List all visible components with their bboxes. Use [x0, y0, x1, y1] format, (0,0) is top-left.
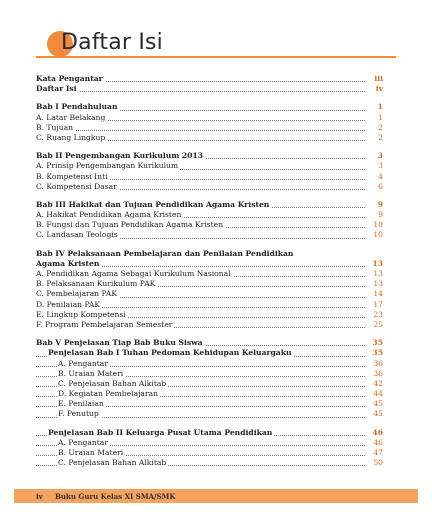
toc-entry[interactable] [36, 438, 383, 448]
toc-entry-label: Penjelasan Bab I Tuhan Pedoman Kehidupan Keluargaku [48, 348, 292, 358]
title-underline [36, 56, 396, 58]
toc-entry[interactable] [36, 338, 383, 348]
toc-entry[interactable] [36, 399, 383, 409]
toc-entry-label: B. Tujuan [36, 122, 74, 132]
toc-entry[interactable] [36, 220, 383, 230]
section-gap [36, 94, 383, 102]
toc-entry[interactable] [36, 200, 383, 210]
page-title: Daftar Isi [61, 30, 163, 55]
toc-entry-label: Kata Pengantar [36, 74, 103, 83]
toc-entry-page: 35 [367, 338, 383, 348]
toc-entry[interactable] [36, 161, 383, 171]
toc-entry-label: E. Penilaian [58, 399, 104, 409]
toc-entry[interactable] [36, 300, 383, 310]
toc-entry-page: 1 [367, 113, 383, 123]
toc-entry-label: Daftar Isi [36, 84, 77, 94]
toc-entry-label: A. Hakikat Pendidikan Agama Kristen [36, 210, 182, 220]
toc-entry-page: 3 [367, 151, 383, 161]
toc-entry[interactable] [36, 172, 383, 182]
toc-entry-page: 45 [367, 409, 383, 419]
toc-entry-page: 45 [367, 399, 383, 409]
toc-entry-page: 44 [367, 389, 383, 399]
toc-entry[interactable] [36, 448, 383, 458]
toc-entry[interactable] [36, 249, 383, 269]
section-gap [36, 241, 383, 249]
toc-entry-label: Bab III Hakikat dan Tujuan Pendidikan Agama Kristen [36, 199, 270, 209]
toc-entry-label-line1: Bab IV Pelaksanaan Pembelajaran dan Penilaian Pendidikan [36, 248, 294, 258]
section-gap [36, 420, 383, 428]
toc-entry-page: 36 [367, 369, 383, 379]
toc-entry-page: 46 [367, 428, 383, 438]
toc-entry-label: A. Pendidikan Agama Sebagai Kurikulum Nasional [36, 269, 231, 279]
toc-entry-label: A. Prinsip Pengembangan Kurikulum [36, 161, 179, 171]
toc-entry[interactable] [36, 458, 383, 468]
toc-entry-page: 10 [367, 220, 383, 230]
dot-leader [36, 130, 365, 131]
toc-entry[interactable] [36, 428, 383, 438]
toc-entry-label: B. Uraian Materi [58, 368, 124, 378]
toc-entry-page: 2 [367, 123, 383, 133]
toc-entry-label: C. Pembelajaran PAK [36, 289, 118, 299]
section-gap [36, 192, 383, 200]
toc-entry[interactable] [36, 379, 383, 389]
toc-entry-page: 25 [367, 320, 383, 330]
toc-entry-page: 17 [367, 300, 383, 310]
toc-entry-label: C. Penjelasan Bahan Alkitab [58, 378, 167, 388]
toc-entry-label: A. Pengantar [58, 358, 108, 368]
toc-entry-page: iii [367, 74, 383, 84]
table-of-contents [36, 74, 383, 468]
toc-entry-page: 50 [367, 458, 383, 468]
toc-entry-label: A. Latar Belakang [36, 112, 106, 122]
toc-entry[interactable] [36, 348, 383, 358]
toc-entry[interactable] [36, 359, 383, 369]
toc-entry-label: D. Penilaian PAK [36, 299, 101, 309]
toc-entry-page: 46 [367, 438, 383, 448]
toc-entry-page: 35 [367, 348, 383, 358]
toc-entry[interactable] [36, 289, 383, 299]
footer-page-number: iv [36, 492, 43, 501]
toc-entry[interactable] [36, 310, 383, 320]
toc-entry-label: Bab II Pengembangan Kurikulum 2013 [36, 151, 204, 161]
toc-entry-page: 9 [367, 200, 383, 210]
toc-entry-label: E. Lingkup Kompetensi [36, 309, 126, 319]
toc-entry[interactable] [36, 409, 383, 419]
toc-entry-label: C. Ruang Lingkup [36, 132, 106, 142]
toc-entry-page: 3 [367, 161, 383, 171]
toc-entry-label: F. Penutup [58, 409, 99, 419]
toc-entry-label: C. Kompetensi Dasar [36, 181, 117, 191]
toc-entry-label: Agama Kristen [36, 258, 100, 268]
toc-entry[interactable] [36, 279, 383, 289]
toc-entry[interactable] [36, 123, 383, 133]
toc-entry[interactable] [36, 320, 383, 330]
toc-entry[interactable] [36, 151, 383, 161]
toc-entry-label: F. Program Pembelajaran Semester [36, 319, 173, 329]
toc-entry-page: iv [367, 84, 383, 94]
toc-entry-label: B. Uraian Materi [58, 448, 124, 458]
toc-entry[interactable] [36, 182, 383, 192]
toc-entry-page: 14 [367, 289, 383, 299]
toc-entry-page: 47 [367, 448, 383, 458]
toc-entry-page: 42 [367, 379, 383, 389]
toc-entry-page: 13 [367, 279, 383, 289]
toc-entry-page: 23 [367, 310, 383, 320]
toc-entry-label: Penjelasan Bab II Keluarga Pusat Utama Pendidikan [48, 427, 273, 437]
dot-leader [36, 91, 365, 92]
toc-entry-page: 13 [367, 269, 383, 279]
section-gap [36, 143, 383, 151]
toc-entry-label: Bab I Pendahuluan [36, 102, 118, 112]
toc-entry[interactable] [36, 230, 383, 240]
toc-entry[interactable] [36, 113, 383, 123]
toc-entry-page: 10 [367, 230, 383, 240]
toc-entry[interactable] [36, 369, 383, 379]
toc-entry-label: D. Kegiatan Pembelajaran [58, 389, 159, 399]
toc-entry[interactable] [36, 133, 383, 143]
toc-entry-label: B. Fungsi dan Tujuan Pendidikan Agama Kristen [36, 220, 224, 230]
toc-entry-page: 13 [367, 259, 383, 269]
toc-entry-label: B. Pelaksanaan Kurikulum PAK [36, 279, 156, 289]
toc-entry[interactable] [36, 84, 383, 94]
section-gap [36, 330, 383, 338]
toc-entry-label: B. Kompetensi Inti [36, 171, 108, 181]
toc-entry[interactable] [36, 269, 383, 279]
footer-book-title: Buku Guru Kelas XI SMA/SMK [55, 492, 176, 501]
toc-entry-label: A. Pengantar [58, 437, 108, 447]
toc-entry-page: 2 [367, 133, 383, 143]
toc-entry-label: Bab V Penjelasan Tiap Bab Buku Siswa [36, 338, 203, 348]
toc-entry[interactable] [36, 389, 383, 399]
toc-entry-page: 36 [367, 359, 383, 369]
toc-entry[interactable] [36, 102, 383, 112]
toc-entry-label: C. Landasan Teologis [36, 230, 118, 240]
toc-entry-page: 1 [367, 102, 383, 112]
toc-entry-label: C. Penjelasan Bahan Alkitab [58, 458, 167, 468]
toc-entry[interactable] [36, 74, 383, 84]
toc-entry-page: 4 [367, 172, 383, 182]
toc-entry[interactable] [36, 210, 383, 220]
toc-entry-page: 6 [367, 182, 383, 192]
toc-entry-page: 9 [367, 210, 383, 220]
